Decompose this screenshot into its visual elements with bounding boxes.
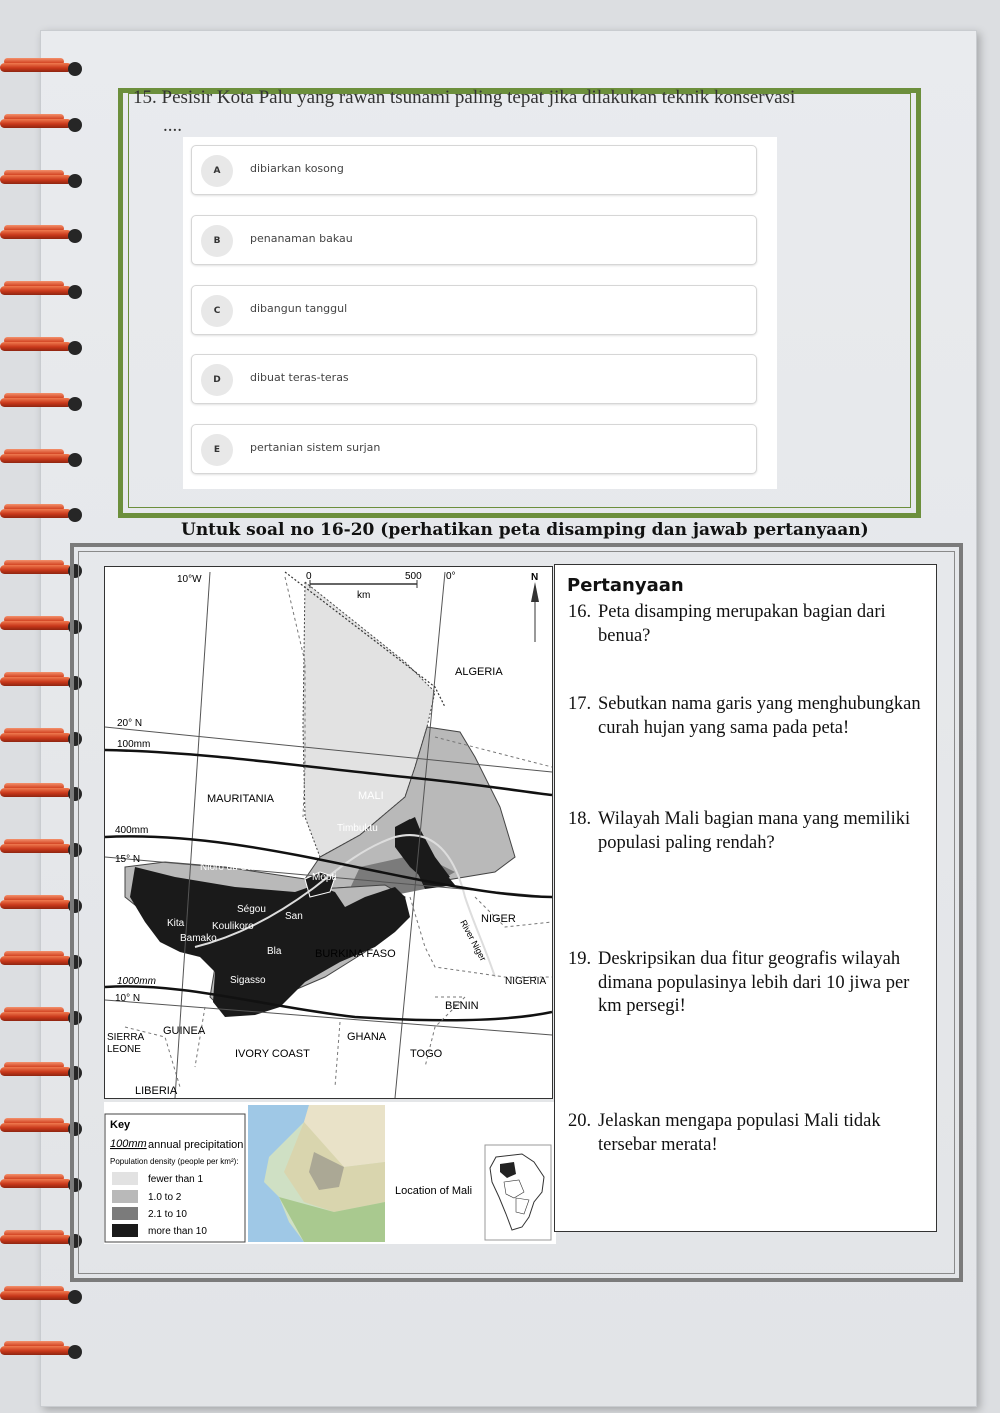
question-18 [568, 808, 928, 855]
question-15-ellipsis: .... [163, 115, 182, 136]
key-label-4: more than 10 [148, 1226, 207, 1237]
place-kita: Kita [167, 918, 185, 929]
country-burkina-faso: BURKINA FASO [315, 948, 396, 960]
place-koulikoro: Koulikoro [212, 921, 254, 932]
spiral-ring [0, 225, 84, 245]
spiral-ring [0, 114, 84, 134]
option-text: dibuat teras-teras [250, 371, 349, 384]
question-text: Wilayah Mali bagian mana yang memiliki populasi paling rendah? [598, 809, 911, 853]
spiral-ring [0, 281, 84, 301]
option-e[interactable] [191, 424, 757, 474]
key-density-title: Population density (people per km²): [110, 1157, 239, 1166]
scale-unit-label: km [357, 590, 371, 601]
question-number: 16. [568, 602, 592, 622]
country-leone: LEONE [107, 1044, 141, 1055]
option-letter: D [201, 364, 233, 396]
question-text: Sebutkan nama garis yang menghubungkan curah hujan yang sama pada peta! [598, 694, 921, 738]
key-swatch-3 [112, 1207, 138, 1220]
country-ivory-coast: IVORY COAST [235, 1048, 310, 1060]
option-letter: E [201, 434, 233, 466]
place-segou: Ségou [237, 904, 266, 915]
country-guinea: GUINEA [163, 1025, 206, 1037]
option-text: dibiarkan kosong [250, 162, 344, 175]
key-swatch-4 [112, 1224, 138, 1237]
mali-map-svg [105, 567, 552, 1098]
country-nigeria: NIGERIA [505, 976, 547, 987]
question-15-text [133, 84, 903, 140]
question-19 [568, 948, 928, 1019]
isohyet-1000-label: 1000mm [117, 976, 156, 987]
option-b[interactable] [191, 215, 757, 265]
country-algeria: ALGERIA [455, 666, 503, 678]
key-swatch-2 [112, 1190, 138, 1203]
spiral-ring [0, 337, 84, 357]
section-title: Untuk soal no 16-20 (perhatikan peta disamping dan jawab pertanyaan) [181, 520, 869, 540]
question-16 [568, 601, 928, 648]
country-togo: TOGO [410, 1048, 443, 1060]
option-text: dibangun tanggul [250, 302, 348, 315]
key-label-2: 1.0 to 2 [148, 1192, 182, 1203]
option-a[interactable] [191, 145, 757, 195]
place-mopti: Mopti [312, 872, 337, 883]
key-precip-sample: 100mm [110, 1138, 147, 1150]
key-label-3: 2.1 to 10 [148, 1209, 187, 1220]
scale-500-label: 500 [405, 571, 422, 582]
lat-15-label: 15° N [115, 854, 141, 865]
question-15-prompt: Pesisir Kota Palu yang rawan tsunami paling tepat jika dilakukan teknik konservasi [161, 87, 796, 108]
question-15-number: 15. [133, 87, 157, 108]
regional-map-thumbnail [248, 1105, 385, 1242]
option-letter: B [201, 225, 233, 257]
country-benin: BENIN [445, 1000, 479, 1012]
isohyet-100-label: 100mm [117, 739, 151, 750]
key-svg [104, 1102, 556, 1244]
place-timbuktu: Timbuktu [337, 823, 378, 834]
place-nioro: Nioro du Sahel [200, 862, 267, 873]
question-text: Deskripsikan dua fitur geografis wilayah dimana populasinya lebih dari 10 jiwa per km persegi! [598, 949, 910, 1016]
lon-0-label: 0° [446, 571, 456, 582]
option-text: penanaman bakau [250, 232, 353, 245]
map-key-area [104, 1102, 556, 1244]
question-20 [568, 1110, 928, 1157]
isohyet-400-label: 400mm [115, 825, 149, 836]
river-niger-label: River Niger [458, 918, 489, 963]
option-d[interactable] [191, 354, 757, 404]
isohyet-1000mm [105, 986, 552, 1020]
spiral-ring [0, 170, 84, 190]
answer-options [183, 137, 777, 489]
question-text: Jelaskan mengapa populasi Mali tidak tersebar merata! [598, 1111, 881, 1155]
question-number: 17. [568, 694, 592, 714]
country-ghana: GHANA [347, 1031, 387, 1043]
africa-inset [485, 1145, 551, 1240]
scale-zero-label: 0 [306, 571, 312, 582]
lat-20-label: 20° N [117, 718, 143, 729]
north-label: N [531, 572, 539, 583]
lon-10w-label: 10°W [177, 574, 202, 585]
option-c[interactable] [191, 285, 757, 335]
country-sierra: SIERRA [107, 1032, 145, 1043]
questions-title: Pertanyaan [567, 575, 684, 596]
place-bamako: Bamako [180, 933, 217, 944]
question-text: Peta disamping merupakan bagian dari benua? [598, 602, 886, 646]
question-number: 19. [568, 949, 592, 969]
questions-panel [554, 564, 937, 1232]
place-san: San [285, 911, 303, 922]
spiral-ring [0, 1341, 84, 1361]
option-text: pertanian sistem surjan [250, 441, 381, 454]
country-niger: NIGER [481, 913, 516, 925]
question-number: 18. [568, 809, 592, 829]
country-mauritania: MAURITANIA [207, 793, 275, 805]
lat-10-label: 10° N [115, 993, 141, 1004]
spiral-ring [0, 449, 84, 469]
spiral-ring [0, 58, 84, 78]
spiral-ring [0, 1286, 84, 1306]
spiral-ring [0, 504, 84, 524]
place-sigasso: Sigasso [230, 975, 266, 986]
question-17 [568, 693, 928, 740]
key-label-1: fewer than 1 [148, 1174, 204, 1185]
spiral-ring [0, 393, 84, 413]
key-title: Key [110, 1119, 131, 1131]
question-number: 20. [568, 1111, 592, 1131]
key-swatch-1 [112, 1172, 138, 1185]
option-letter: C [201, 295, 233, 327]
place-bla: Bla [267, 946, 282, 957]
option-letter: A [201, 155, 233, 187]
mali-map [104, 566, 553, 1099]
location-label: Location of Mali [395, 1185, 473, 1197]
country-mali: MALI [358, 790, 384, 802]
country-liberia: LIBERIA [135, 1085, 178, 1097]
key-precip-label: annual precipitation [148, 1139, 244, 1151]
